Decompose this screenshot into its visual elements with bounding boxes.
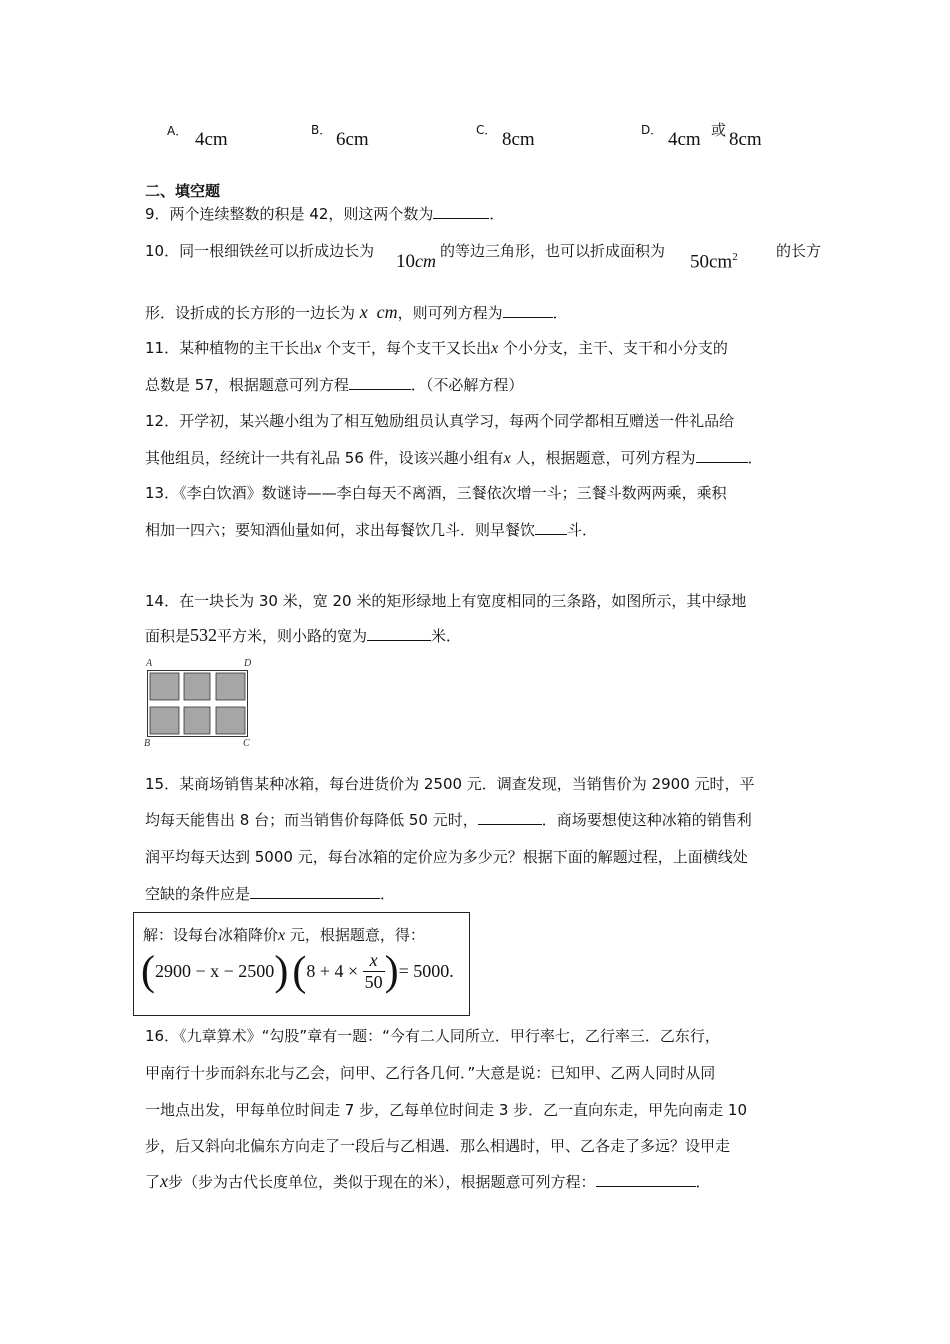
solution-line1: [143, 924, 425, 945]
q14-area: 532: [190, 625, 218, 645]
q12-line2: [145, 447, 763, 468]
q12-blank: [696, 448, 748, 463]
paren-close-1: ): [274, 948, 289, 995]
q11-line1: [145, 337, 728, 358]
q11-line2: [145, 374, 523, 395]
q11-x1: x: [314, 340, 322, 357]
eq-result: = 5000.: [398, 961, 454, 981]
road-diagram: [147, 670, 249, 738]
q11-line1-a: 11．某种植物的主干长出: [145, 339, 315, 357]
sol-line1-b: 元，根据题意，得：: [285, 926, 425, 944]
q10-var-x: x: [359, 302, 368, 322]
green-plot: [184, 673, 210, 700]
q15-line4-b: ．: [380, 885, 396, 903]
question-9: [145, 203, 504, 224]
q15-line4-a: 空缺的条件应是: [145, 885, 251, 903]
q10-len: [396, 251, 436, 273]
q10-line2-b: ，则可列方程为: [397, 304, 503, 322]
q15-line2: [145, 809, 752, 830]
green-plot: [184, 707, 210, 734]
fig-label-b: B: [144, 738, 151, 749]
q14-line2-b: 平方米，则小路的宽为: [217, 627, 368, 645]
sol-x: x: [278, 927, 286, 944]
q11-blank: [349, 375, 411, 390]
q15-line3: 润平均每天达到 5000 元，每台冰箱的定价应为多少元？根据下面的解题过程，上面横线处: [145, 848, 748, 866]
q13-line2-a: 相加一四六；要知酒仙量如何，求出每餐饮几斗．则早餐饮: [145, 521, 536, 539]
option-a-value: 4cm: [195, 129, 228, 150]
option-d-or: 或: [711, 121, 727, 139]
eq-frac-den: 50: [364, 972, 383, 992]
eq-first: 2900 − x − 2500: [155, 961, 275, 981]
eq-fraction: [363, 950, 385, 993]
q16-line2: 甲南行十步而斜东北与乙会，问甲、乙行各几何．”大意是说：已知甲、乙两人同时从同: [145, 1064, 716, 1082]
option-d-letter: D．: [641, 123, 663, 137]
q16-line5-a: 了: [145, 1173, 161, 1191]
q16-x: x: [160, 1171, 169, 1191]
option-d-value2: 8cm: [729, 129, 762, 150]
q10-area-exp: 2: [732, 251, 738, 263]
option-c-letter: C．: [476, 123, 497, 137]
q10-end: ．: [552, 304, 568, 322]
q10-len-value: 10: [396, 251, 415, 272]
green-plot: [216, 707, 245, 734]
q16-line5-b: 步（步为古代长度单位，类似于现在的米），根据题意可列方程：: [168, 1173, 596, 1191]
paren-open-2: (: [292, 948, 307, 995]
paren-close-2: ): [384, 948, 399, 995]
q10-line2: [145, 302, 568, 323]
q10-area-value: 50: [690, 251, 709, 273]
option-b-letter: B．: [311, 123, 332, 137]
green-plot: [216, 673, 245, 700]
option-b-value: 6cm: [336, 129, 369, 150]
q16-line3: 一地点出发，甲每单位时间走 7 步，乙每单位时间走 3 步．乙一直向东走，甲先向南走 10: [145, 1101, 748, 1119]
q15-blank2: [250, 884, 380, 899]
sol-line1-a: 解：设每台冰箱降价: [143, 926, 279, 944]
q9-text: 9．两个连续整数的积是 42，则这两个数为: [145, 205, 434, 223]
q10-len-unit: cm: [415, 251, 436, 271]
q13-blank: [535, 520, 567, 535]
q14-line2-a: 面积是: [145, 627, 191, 645]
q15-line4: [145, 883, 395, 904]
option-a: [167, 121, 187, 139]
fig-label-d: D: [244, 658, 252, 669]
q15-blank1: [478, 810, 542, 825]
q11-line1-b: 个支干，每个支干又长出: [321, 339, 491, 357]
paren-open-1: (: [141, 948, 155, 995]
q10-line1-c: 的长方: [776, 242, 822, 260]
q12-end: ．: [747, 449, 763, 467]
q9-blank: [433, 204, 489, 219]
q13-line2-b: 斗．: [567, 521, 598, 539]
q12-line2-a: 其他组员，经统计一共有礼品 56 件，设该兴趣小组有: [145, 449, 504, 467]
q13-line2: [145, 519, 597, 540]
q14-line2-c: 米．: [431, 627, 462, 645]
q11-line2-a: 总数是 57，根据题意可列方程: [145, 376, 349, 394]
fig-label-c: C: [243, 738, 250, 749]
q16-blank: [596, 1172, 696, 1187]
q12-line1: 12．开学初，某兴趣小组为了相互勉励组员认真学习，每两个同学都相互赠送一件礼品给: [145, 412, 735, 430]
q10-line1-a: 10．同一根细铁丝可以折成边长为: [145, 242, 375, 260]
q10-line2-a: 形．设折成的长方形的一边长为: [145, 304, 356, 322]
q13-line1: 13．《李白饮酒》数谜诗——李白每天不离酒，三餐依次增一斗；三餐斗数两两乘，乘积: [145, 484, 727, 502]
fig-label-a: A: [146, 658, 153, 669]
eq-frac-num: x: [363, 950, 385, 972]
q11-x2: x: [490, 340, 499, 357]
q11-line1-c: 个小分支，主干、支干和小分支的: [498, 339, 728, 357]
q16-line4: 步，后又斜向北偏东方向走了一段后与乙相遇．那么相遇时，甲、乙各走了多远？设甲走: [145, 1137, 731, 1155]
q9-end: ．: [489, 205, 505, 223]
solution-equation: [141, 950, 454, 993]
q15-line2-a: 均每天能售出 8 台；而当销售价每降低 50 元时，: [145, 811, 478, 829]
q15-line1: 15．某商场销售某种冰箱，每台进货价为 2500 元．调查发现，当销售价为 2900 元时，平: [145, 775, 755, 793]
q10-var-cm: cm: [376, 302, 398, 322]
q11-line2-b: ．（不必解方程）: [410, 376, 524, 394]
option-c-value: 8cm: [502, 129, 535, 150]
q10-line1-b: 的等边三角形，也可以折成面积为: [440, 242, 666, 260]
q16-line5: [145, 1171, 711, 1192]
option-d-value1: 4cm: [668, 129, 701, 150]
q12-line2-b: 人，根据题意，可列方程为: [510, 449, 696, 467]
green-plot: [150, 673, 179, 700]
q14-line1: 14．在一块长为 30 米，宽 20 米的矩形绿地上有宽度相同的三条路，如图所示，其中绿地: [145, 592, 747, 610]
green-plot: [150, 707, 179, 734]
q10-area: [690, 251, 738, 273]
q16-end: ．: [695, 1173, 711, 1191]
q16-line1: 16．《九章算术》“勾股”章有一题：“今有二人同所立．甲行率七，乙行率三．乙东行，: [145, 1027, 720, 1045]
q14-line2: [145, 625, 461, 646]
eq-second: 8 + 4 ×: [306, 961, 359, 981]
q15-line2-b: ．商场要想使这种冰箱的销售利: [541, 811, 752, 829]
q10-area-unit: cm: [709, 251, 733, 273]
q10-blank: [503, 303, 553, 318]
q12-x: x: [503, 450, 511, 467]
q14-blank: [367, 626, 431, 641]
section-title: 二、填空题: [145, 182, 221, 200]
option-a-letter: A．: [167, 124, 188, 138]
